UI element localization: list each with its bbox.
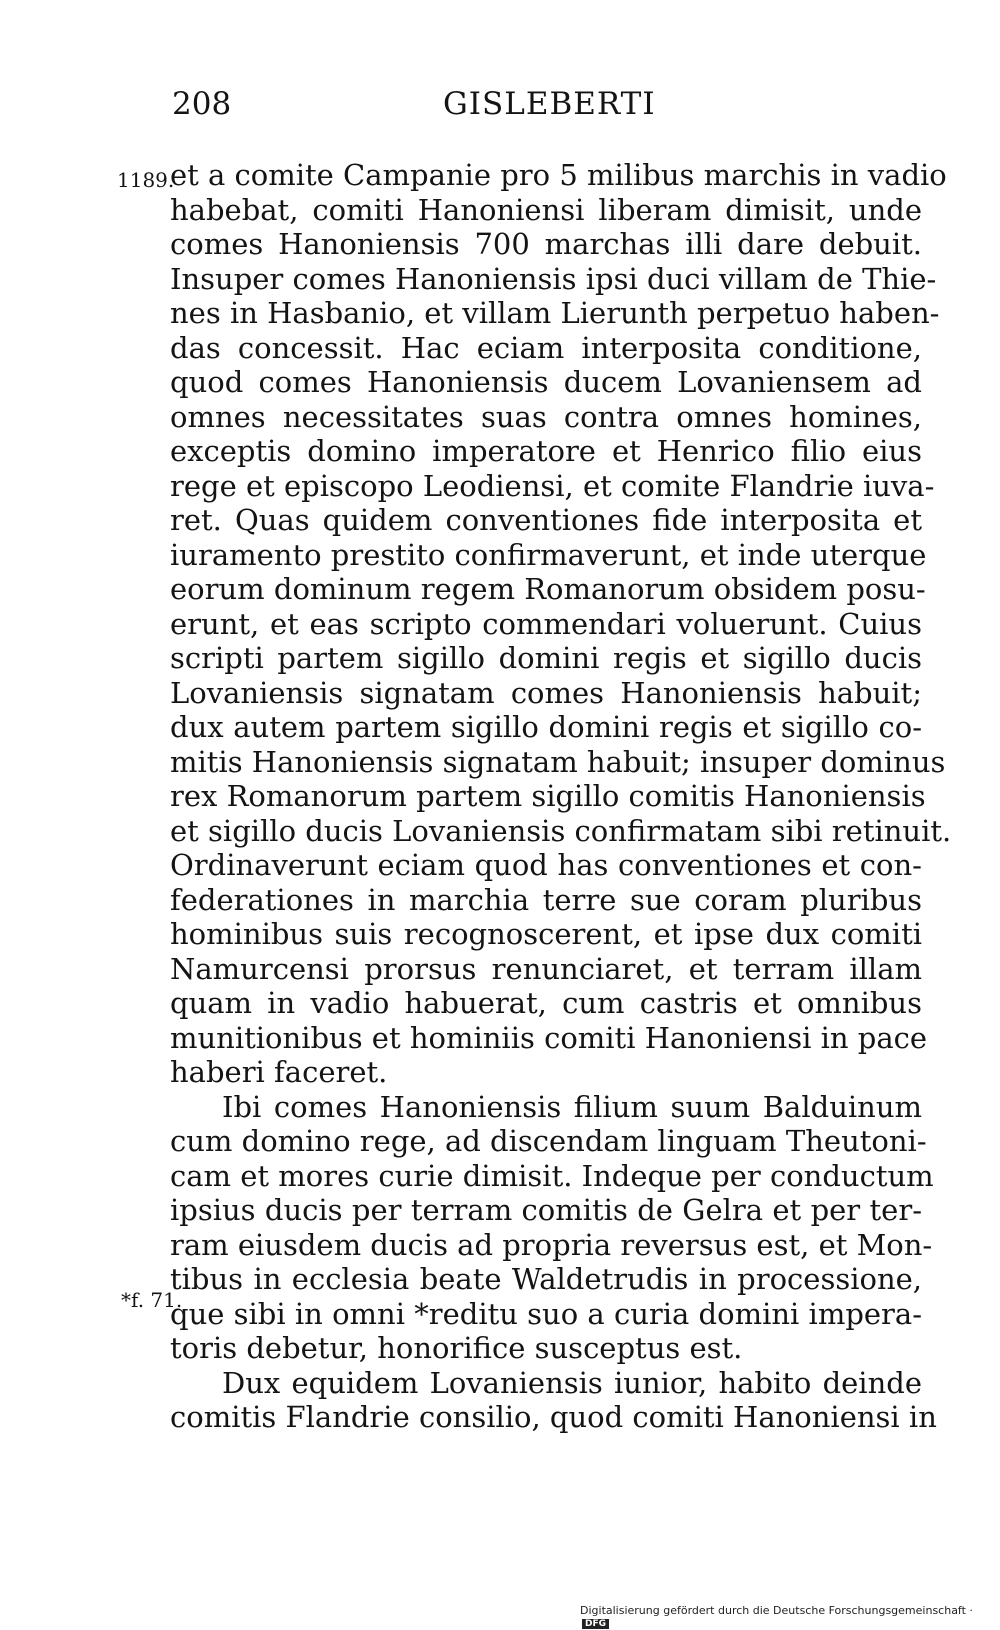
text-line: das concessit. Hac eciam interposita conditione, [170,330,922,365]
text-line: que sibi in omni *reditu suo a curia domini impera- [170,1296,922,1331]
text-line: munitionibus et hominiis comiti Hanoniensi in pace [170,1020,928,1055]
text-line: mitis Hanoniensis signatam habuit; insuper dominus [170,744,946,779]
text-line: ipsius ducis per terram comitis de Gelra et per ter- [170,1193,922,1227]
running-title: GISLEBERTI [443,86,656,122]
page-number: 208 [172,86,232,122]
text-line: ram eiusdem ducis ad propria reversus est, et Mon- [170,1227,933,1262]
text-line: toris debetur, honorifice susceptus est. [170,1331,743,1365]
margin-note-year: 1189. [117,168,175,192]
text-line: comitis Flandrie consilio, quod comiti Hanoniensi in [170,1400,937,1434]
text-line: quod comes Hanoniensis ducem Lovaniensem ad [170,365,922,399]
text-line: exceptis domino imperatore et Henrico filio eius [170,434,922,468]
text-line: omnes necessitates suas contra omnes homines, [170,399,922,434]
text-line: et a comite Campanie pro 5 milibus marchis in vadio [170,158,947,192]
text-line: Ordinaverunt eciam quod has conventiones et con- [170,848,922,882]
dfg-logo-icon: DFG [582,1619,609,1629]
margin-note-folio: *f. 71. [121,1288,183,1312]
text-line: nes in Hasbanio, et villam Lierunth perpetuo haben- [170,296,940,330]
text-line: tibus in ecclesia beate Waldetrudis in processione, [170,1262,922,1296]
text-line: erunt, et eas scripto commendari voluerunt. Cuius [170,606,922,641]
text-line: iuramento prestito confirmaverunt, et inde uterque [170,537,927,572]
text-line: scripti partem sigillo domini regis et sigillo ducis [170,641,922,675]
text-line: habebat, comiti Hanoniensi liberam dimisit, unde [170,192,922,227]
text-line: rege et episcopo Leodiensi, et comite Flandrie iuva- [170,468,935,503]
text-line: haberi faceret. [170,1055,388,1089]
digitization-note: Digitalisierung gefördert durch die Deutsche Forschungsgemeinschaft · [580,1604,973,1617]
text-line: rex Romanorum partem sigillo comitis Hanoniensis [170,779,926,813]
text-line: cum domino rege, ad discendam linguam Theutoni- [170,1124,927,1158]
text-line: ret. Quas quidem conventiones fide interposita et [170,503,922,537]
body-text [170,158,952,1435]
text-line: Insuper comes Hanoniensis ipsi duci villam de Thie- [170,261,937,296]
digitization-footer [580,1604,1000,1630]
text-line: Lovaniensis signatam comes Hanoniensis habuit; [170,675,922,710]
page-header [0,86,1000,136]
text-line: quam in vadio habuerat, cum castris et omnibus [170,986,922,1020]
text-line: comes Hanoniensis 700 marchas illi dare debuit. [170,227,922,261]
text-line: eorum dominum regem Romanorum obsidem posu- [170,572,926,606]
text-line: federationes in marchia terre sue coram pluribus [170,882,922,917]
text-line: Ibi comes Hanoniensis filium suum Balduinum [222,1089,922,1124]
text-line: Dux equidem Lovaniensis iunior, habito deinde [222,1365,922,1400]
text-line: Namurcensi prorsus renunciaret, et terram illam [170,951,922,986]
text-line: et sigillo ducis Lovaniensis confirmatam sibi retinuit. [170,813,952,848]
text-line: dux autem partem sigillo domini regis et sigillo co- [170,710,922,744]
text-line: hominibus suis recognoscerent, et ipse dux comiti [170,917,922,951]
text-line: cam et mores curie dimisit. Indeque per conductum [170,1158,934,1193]
